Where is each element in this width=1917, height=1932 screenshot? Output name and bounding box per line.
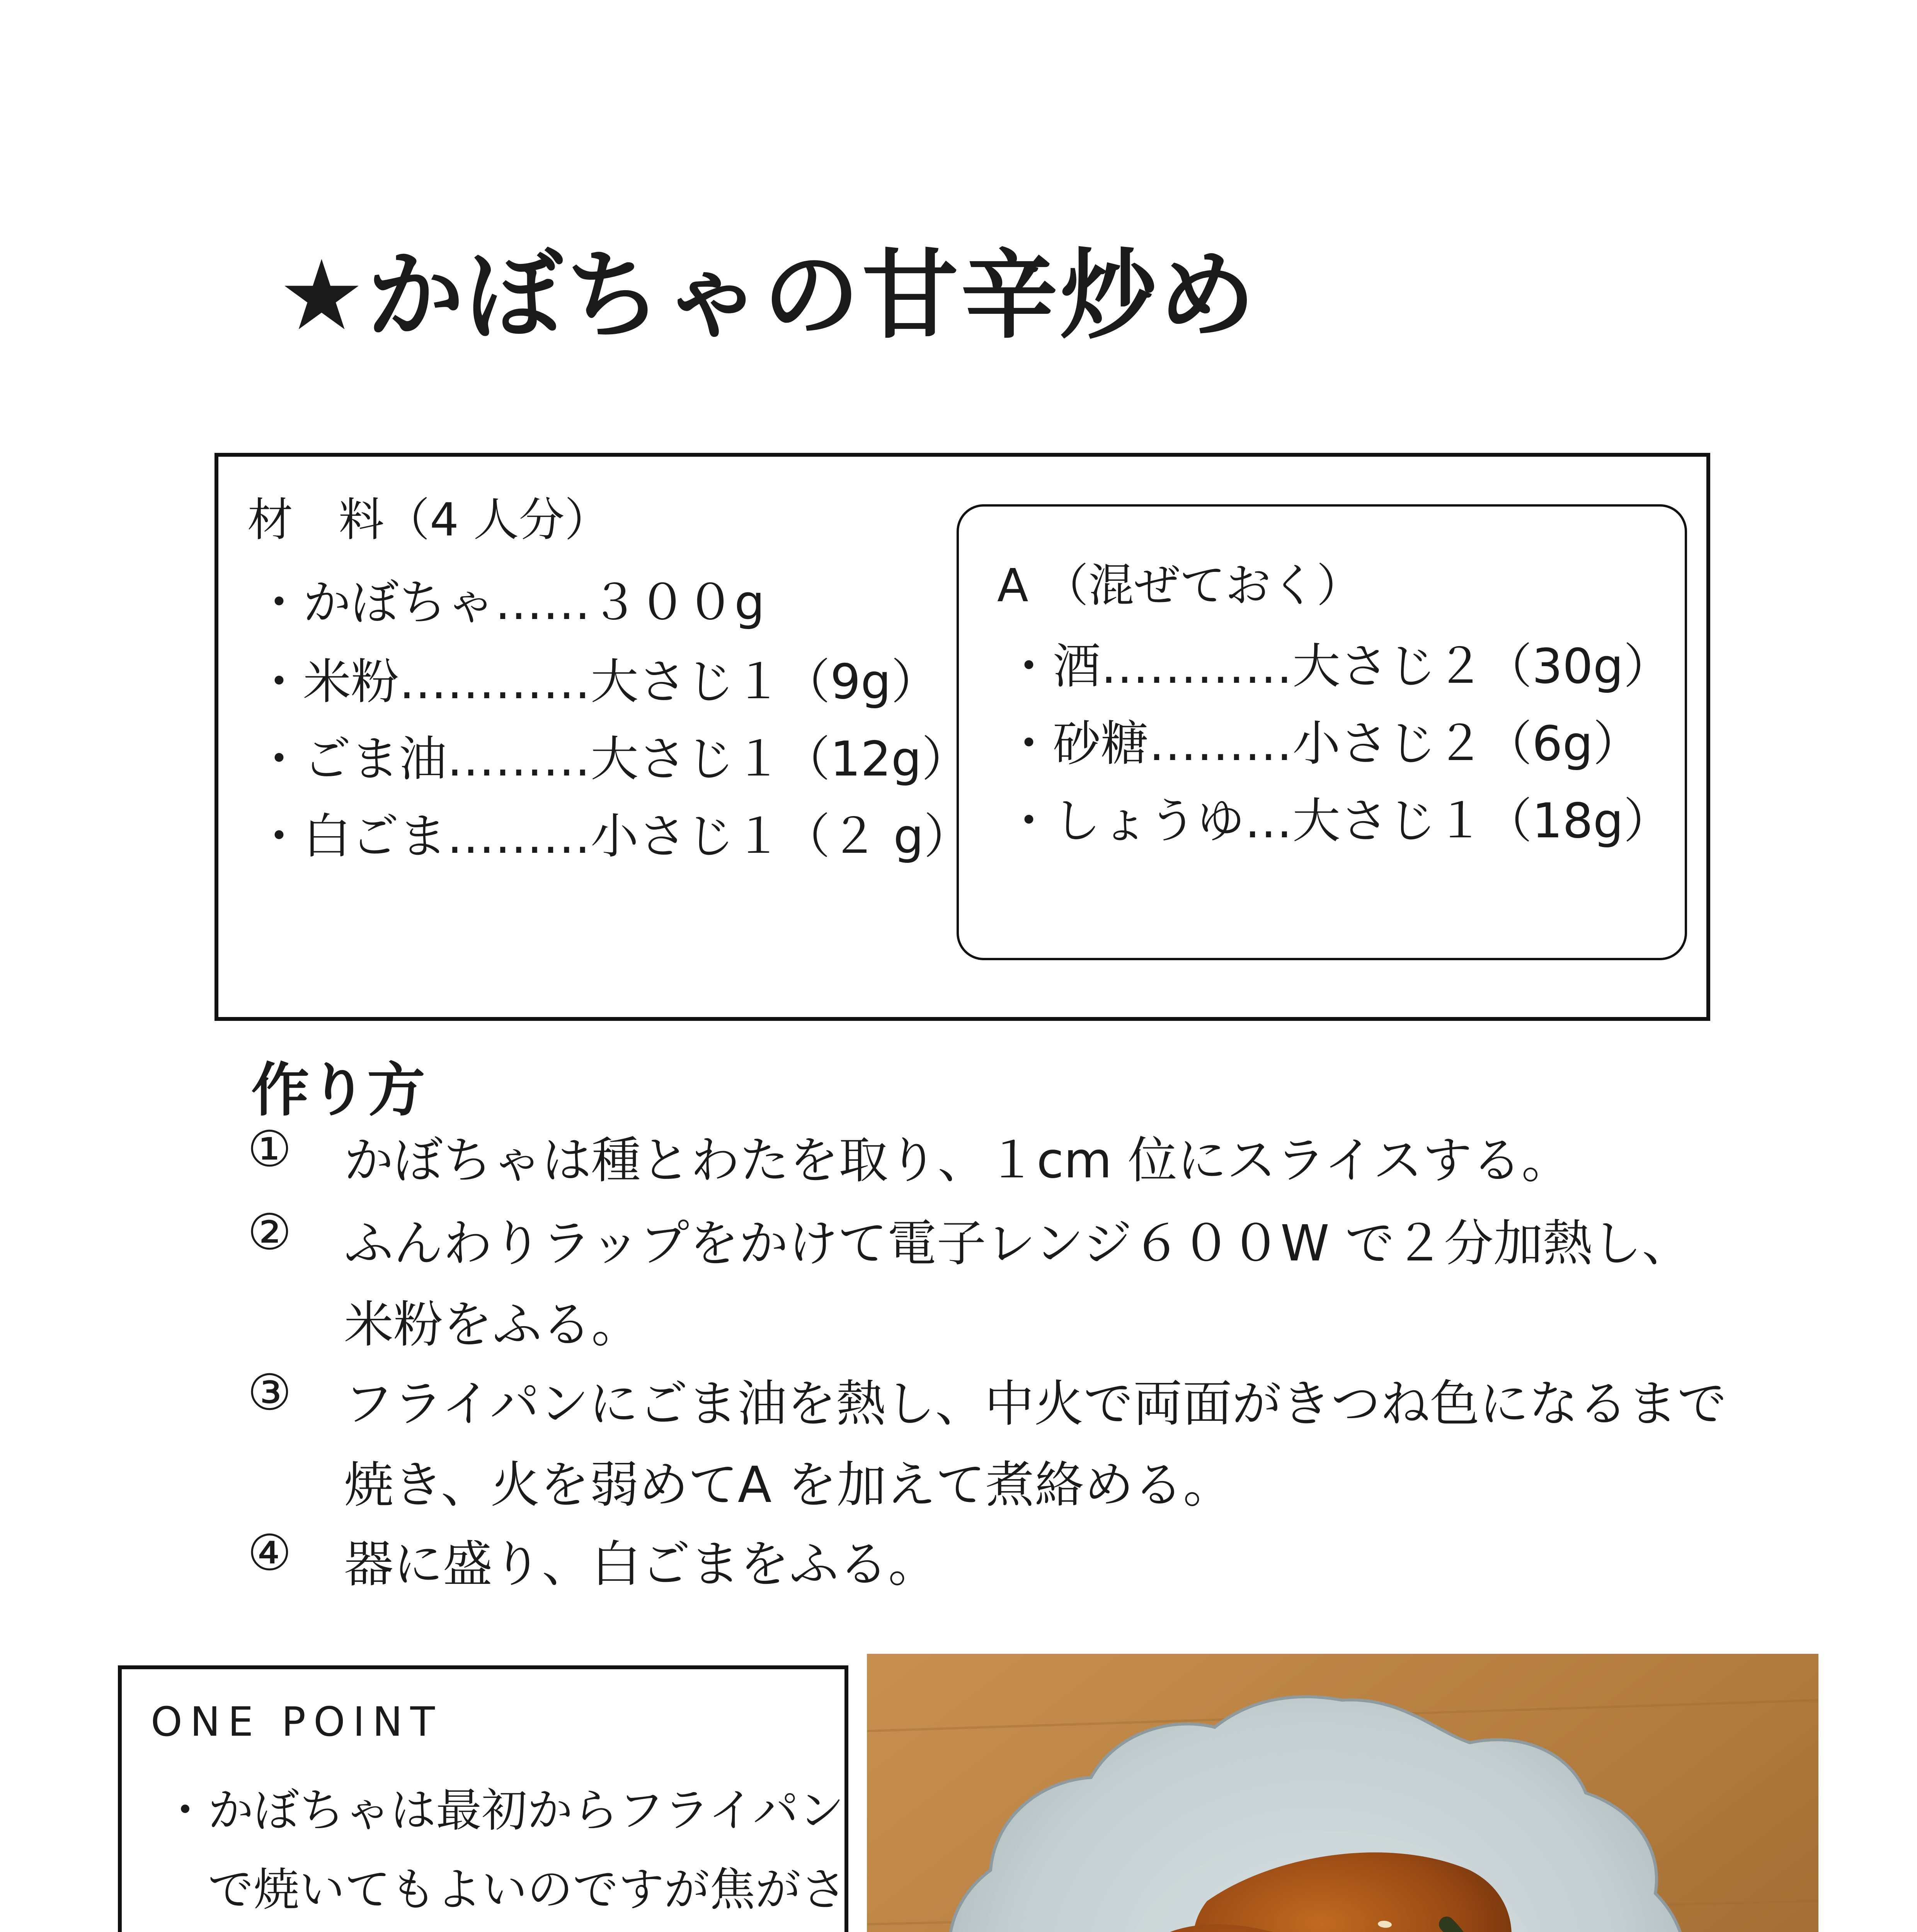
seasoning-header: A （混ぜておく） [997,559,1362,612]
one-point-header: ONE POINT [151,1698,443,1745]
step-text: ふんわりラップをかけて電子レンジ６００W で２分加熱し、 [344,1215,1692,1272]
step-number: ② [247,1204,292,1261]
dish-photo [867,1654,1818,1932]
step-text: フライパンにごま油を熱し、中火で両面がきつね色になるまで [344,1375,1727,1433]
ingredients-header: 材 料（4 人分） [247,493,610,546]
step-text: 米粉をふる。 [344,1296,641,1354]
method-header: 作り方 [251,1057,426,1124]
seasoning-item: ・酒…………大さじ２（30g） [1005,639,1672,694]
step-number: ① [247,1121,292,1178]
one-point-line: ・かぼちゃは最初からフライパン [162,1784,844,1837]
ingredient-item: ・白ごま………小さじ１（２ g） [255,809,972,864]
ingredient-item: ・ごま油………大さじ１（12g） [255,731,970,787]
one-point-line [162,1930,801,1932]
recipe-title: ★かぼちゃの甘辛炒め [278,239,1258,352]
seasoning-item: ・砂糖………小さじ２（6g） [1005,716,1641,772]
step-text: 焼き、火を弱めてA を加えて煮絡める。 [344,1456,1233,1514]
ingredient-item: ・米粉…………大さじ１（9g） [255,654,939,710]
ingredient-item: ・かぼちゃ……３００g [255,575,765,631]
step-text: かぼちゃは種とわたを取り、１cm 位にスライスする。 [344,1132,1571,1189]
seasoning-item: ・しょうゆ…大さじ１（18g） [1005,793,1672,849]
step-number: ④ [247,1524,292,1582]
step-text: 器に盛り、白ごまをふる。 [344,1536,938,1593]
step-number: ③ [247,1364,292,1422]
one-point-line: で焼いてもよいのですが焦がさ [162,1863,847,1916]
